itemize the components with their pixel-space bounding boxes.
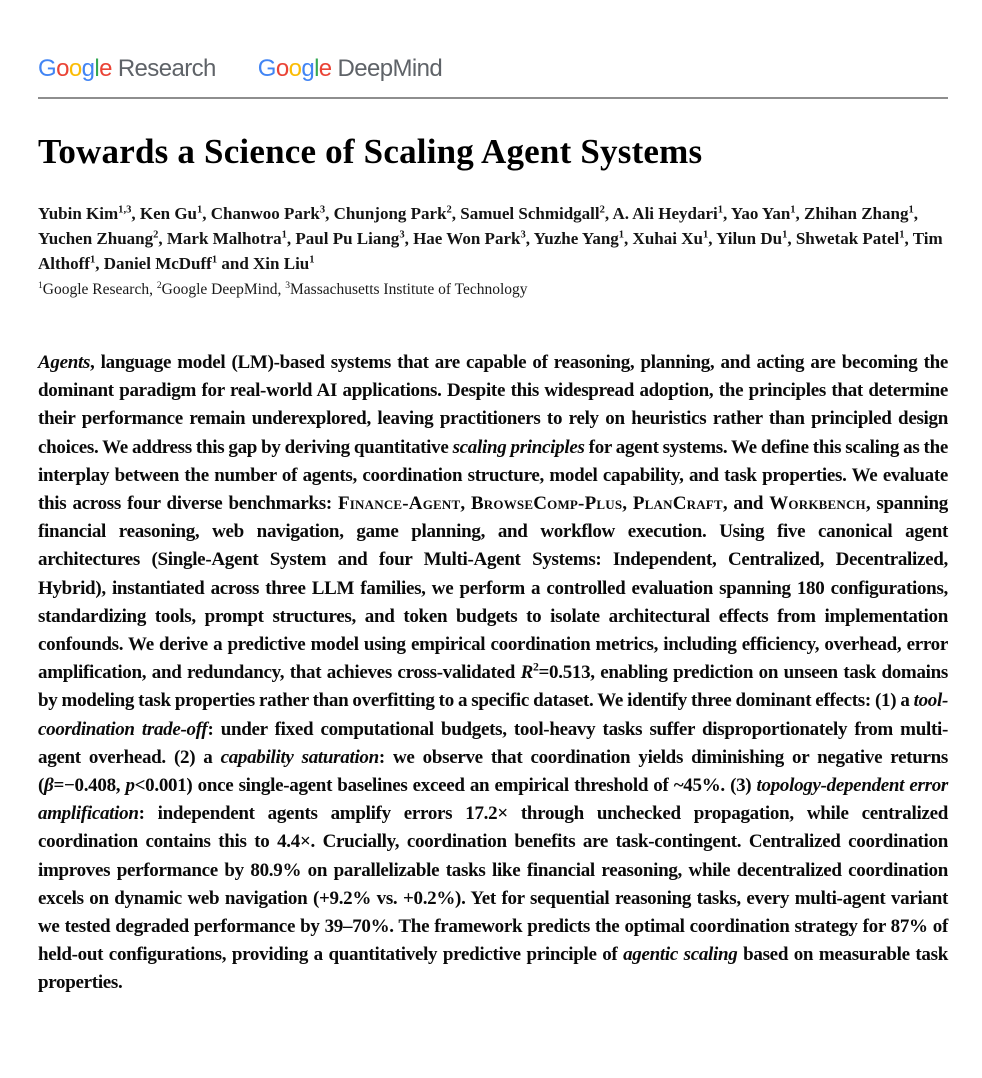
author-affiliation-sup: 3 bbox=[319, 204, 326, 216]
affiliation-sup: 2 bbox=[156, 279, 162, 291]
abstract-segment: , bbox=[622, 493, 633, 515]
wordmark-letter: o bbox=[68, 55, 82, 82]
author-name: Yilun Du bbox=[716, 229, 783, 248]
affiliation-name: Google Research bbox=[42, 281, 150, 298]
author-name: Daniel McDuff bbox=[103, 254, 212, 273]
google-deepmind-logo bbox=[258, 55, 442, 83]
author-name: A. Ali Heydari bbox=[612, 204, 718, 223]
logo-row bbox=[38, 55, 948, 89]
abstract-segment: PlanCraft bbox=[632, 493, 723, 515]
abstract-segment: : we observe that coordination yields diminishing or negative returns ( bbox=[38, 746, 948, 797]
abstract-segment: tool-coordination trade-off bbox=[38, 690, 948, 740]
abstract-segment: , language model (LM)-based systems that are capable of reasoning, planning, and acting are becoming the dominant paradigm for real-world AI applications. Despite this widespread adoption, the principles that determine their performance remain underexplored, leaving practitioners to rely on heuristics rather than principled design choices. We address this gap by deriving quantitative bbox=[38, 352, 948, 458]
google-wordmark bbox=[258, 55, 332, 82]
author-name: Xin Liu bbox=[253, 254, 310, 273]
abstract-segment: agentic scaling bbox=[623, 944, 738, 966]
affiliation-name: Massachusetts Institute of Technology bbox=[290, 281, 528, 298]
author-name: Mark Malhotra bbox=[166, 229, 282, 248]
abstract-segment: : independent agents amplify errors 17.2× through unchecked propagation, while centralized coordination contains this to 4.4×. Crucially, coordination benefits are task-contingent. Centralized coordination improves performance by 80.9% on parallelizable tasks like financial reasoning, while decentralized coordination excels on dynamic web navigation (+9.2% vs. +0.2%). Yet for sequential reasoning tasks, every multi-agent variant we tested degraded performance by 39–70%. The framework predicts the optimal coordination strategy for 87% of held-out configurations, providing a quantitatively predictive principle of bbox=[38, 803, 948, 966]
author-name: Ken Gu bbox=[139, 204, 197, 223]
abstract-segment: , bbox=[460, 493, 471, 515]
author-affiliation-sup: 3 bbox=[520, 229, 526, 241]
author-affiliation-sup: 1 bbox=[899, 229, 905, 241]
abstract-paragraph bbox=[38, 349, 948, 998]
abstract-segment: based on measurable task properties. bbox=[38, 944, 948, 994]
author-name: Xuhai Xu bbox=[632, 229, 703, 248]
author-name: Yubin Kim bbox=[38, 204, 119, 223]
author-affiliation-sup: 3 bbox=[399, 229, 405, 241]
author-affiliation-sup: 1 bbox=[211, 254, 218, 266]
author-affiliation-sup: 1 bbox=[702, 229, 709, 241]
abstract-segment: p bbox=[125, 775, 135, 797]
author-name: Samuel Schmidgall bbox=[460, 204, 600, 223]
author-affiliation-sup: 2 bbox=[446, 204, 452, 216]
author-name: Paul Pu Liang bbox=[295, 229, 400, 248]
logo-product-name: DeepMind bbox=[337, 55, 443, 82]
wordmark-letter: e bbox=[99, 55, 112, 82]
affiliation-name: Google DeepMind bbox=[161, 281, 278, 298]
google-research-logo bbox=[38, 55, 216, 83]
abstract-segment: capability saturation bbox=[220, 746, 379, 768]
header bbox=[38, 55, 948, 99]
abstract-segment: Finance-Agent bbox=[337, 493, 461, 515]
author-affiliation-sup: 1 bbox=[618, 229, 625, 241]
abstract-segment: <0.001) once single-agent baselines exceed an empirical threshold of ~45%. (3) bbox=[134, 775, 757, 797]
author-affiliation-sup: 2 bbox=[153, 229, 159, 241]
author-affiliation-sup: 1 bbox=[309, 254, 315, 266]
wordmark-letter: l bbox=[314, 55, 319, 82]
abstract-segment: for agent systems. We define this scaling as the interplay between the number of agents, coordination structure, model capability, and task properties. We evaluate this across four diverse benchmarks: bbox=[38, 436, 948, 515]
author-name: Yao Yan bbox=[730, 204, 791, 223]
author-name: Shwetak Patel bbox=[795, 229, 900, 248]
wordmark-letter: g bbox=[301, 55, 315, 82]
abstract-segment: topology-dependent error amplification bbox=[38, 775, 948, 825]
abstract-segment: R bbox=[520, 662, 533, 684]
header-divider bbox=[38, 97, 948, 99]
wordmark-letter: l bbox=[94, 55, 100, 82]
affiliation-list: $^1$Google Research, $^2$Google DeepMind, $^3$Massachusetts Institute of Technology bbox=[38, 279, 528, 298]
abstract-segment: β bbox=[44, 775, 54, 797]
wordmark-letter: o bbox=[288, 55, 302, 82]
affiliation-sup: 3 bbox=[285, 279, 290, 291]
google-wordmark bbox=[38, 55, 112, 82]
wordmark-letter: e bbox=[318, 55, 332, 82]
author-affiliation-sup: 1 bbox=[782, 229, 788, 241]
abstract-segment: BrowseComp-Plus bbox=[470, 493, 623, 515]
author-name: Yuzhe Yang bbox=[533, 229, 619, 248]
abstract-segment: , and bbox=[722, 493, 770, 515]
abstract-segment: Agents bbox=[38, 352, 91, 373]
author-name: Zhihan Zhang bbox=[804, 204, 909, 223]
abstract-segment: Workbench bbox=[769, 493, 866, 515]
wordmark-letter: g bbox=[81, 55, 95, 82]
abstract-segment: : under fixed computational budgets, tool-heavy tasks suffer disproportionately from multi-agent overhead. (2) a bbox=[38, 718, 948, 768]
abstract-segment: =−0.408, bbox=[53, 775, 126, 797]
author-affiliation-sup: 1 bbox=[717, 204, 724, 216]
abstract-segment: 2 bbox=[532, 660, 539, 674]
author-affiliation-sup: 1 bbox=[281, 229, 287, 241]
author-affiliation-sup: 2 bbox=[599, 204, 605, 216]
author-name: Chunjong Park bbox=[333, 204, 447, 223]
wordmark-letter: o bbox=[275, 55, 289, 82]
author-name: Tim Althoff bbox=[38, 229, 943, 273]
author-name: Hae Won Park bbox=[413, 229, 521, 248]
author-affiliation-sup: 1,3 bbox=[118, 204, 132, 216]
author-affiliation-sup: 1 bbox=[89, 254, 96, 266]
author-name: Chanwoo Park bbox=[210, 204, 320, 223]
author-affiliation-sup: 1 bbox=[197, 204, 203, 216]
author-affiliation-sup: 1 bbox=[908, 204, 914, 216]
wordmark-letter: G bbox=[38, 55, 57, 82]
abstract-segment: =0.513, enabling prediction on unseen task domains by modeling task properties rather than overfitting to a specific dataset. We identify three dominant effects: (1) a bbox=[38, 662, 949, 712]
author-name: Yuchen Zhuang bbox=[38, 229, 154, 248]
wordmark-letter: G bbox=[257, 55, 276, 82]
author-list: Yubin Kim$^{1,3}$, Ken Gu$^1$, Chanwoo Park$^3$, Chunjong Park$^2$, Samuel Schmidgall$^2$, A. Ali Heydari$^1$, Yao Yan$^1$, Zhihan Zhang$^1$, Yuchen Zhuang$^2$, Mark Malhotra$^1$, Paul Pu Liang$^3$, Hae Won Park$^3$, Yuzhe Yang$^1$, Xuhai Xu$^1$, Yilun Du$^1$, Shwetak Patel$^1$, Tim Althoff$^1$, Daniel McDuff$^1$ and Xin Liu$^1$ bbox=[38, 204, 943, 273]
wordmark-letter: o bbox=[56, 55, 69, 82]
abstract-segment: , spanning financial reasoning, web navigation, game planning, and workflow execution. Using five canonical agent architectures (Single-Agent System and four Multi-Agent Systems: Independent, Centralized, Decentralized, Hybrid), instantiated across three LLM families, we perform a controlled evaluation spanning 180 configurations, standardizing tools, prompt structures, and token budgets to isolate architectural effects from implementation confounds. We derive a predictive model using empirical coordination metrics, including efficiency, overhead, error amplification, and redundancy, that achieves cross-validated bbox=[38, 493, 948, 684]
affiliation-sup: 1 bbox=[38, 279, 43, 291]
logo-product-name: Research bbox=[117, 55, 216, 82]
paper-title: Towards a Science of Scaling Agent Systems bbox=[38, 132, 703, 171]
author-affiliation-sup: 1 bbox=[790, 204, 796, 216]
abstract-segment: scaling principles bbox=[452, 436, 585, 458]
